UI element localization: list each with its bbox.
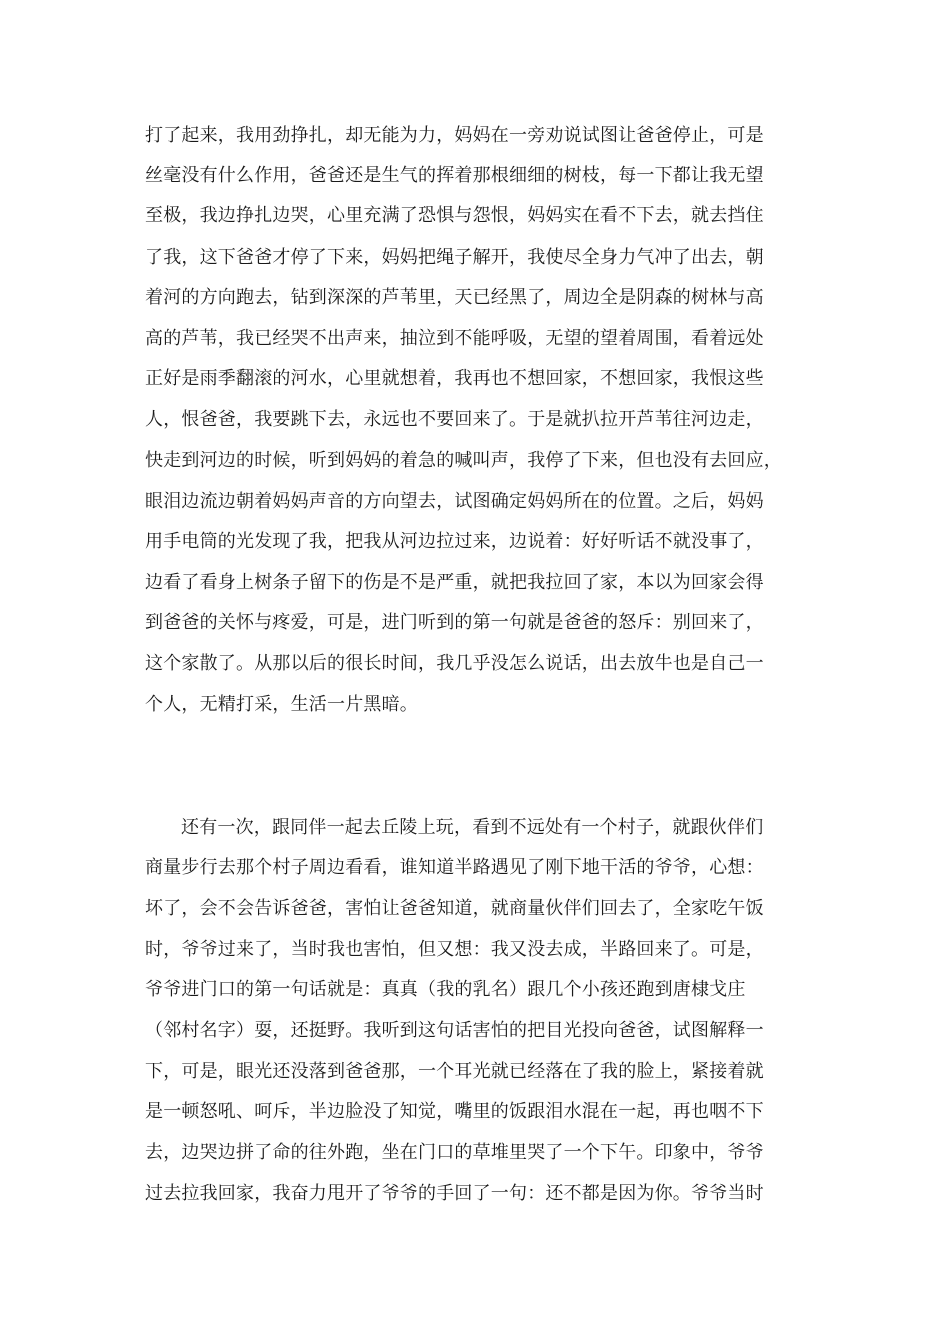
text-line: 至极，我边挣扎边哭，心里充满了恐惧与怨恨，妈妈实在看不下去，就去挡住 <box>145 205 764 226</box>
text-line: （邻村名字）耍，还挺野。我听到这句话害怕的把目光投向爸爸，试图解释一 <box>145 1020 764 1041</box>
text-line: 下，可是，眼光还没落到爸爸那，一个耳光就已经落在了我的脸上，紧接着就 <box>145 1061 764 1082</box>
text-line: 丝毫没有什么作用，爸爸还是生气的挥着那根细细的树枝，每一下都让我无望 <box>145 165 764 186</box>
text-line: 个人，无精打采，生活一片黑暗。 <box>145 694 418 715</box>
text-line: 过去拉我回家，我奋力甩开了爷爷的手回了一句：还不都是因为你。爷爷当时 <box>145 1183 764 1204</box>
text-line: 了我，这下爸爸才停了下来，妈妈把绳子解开，我使尽全身力气冲了出去，朝 <box>145 247 764 268</box>
text-line: 去，边哭边拼了命的往外跑，坐在门口的草堆里哭了一个下午。印象中，爷爷 <box>145 1142 764 1163</box>
text-line: 坏了，会不会告诉爸爸，害怕让爸爸知道，就商量伙伴们回去了，全家吃午饭 <box>145 898 764 919</box>
text-line: 是一顿怒吼、呵斥，半边脸没了知觉，嘴里的饭跟泪水混在一起，再也咽不下 <box>145 1101 764 1122</box>
text-line: 商量步行去那个村子周边看看，谁知道半路遇见了刚下地干活的爷爷，心想： <box>145 857 764 878</box>
text-line: 这个家散了。从那以后的很长时间，我几乎没怎么说话，出去放牛也是自己一 <box>145 653 764 674</box>
text-line: 时，爷爷过来了，当时我也害怕，但又想：我又没去成，半路回来了。可是， <box>145 939 764 960</box>
text-line: 正好是雨季翻滚的河水，心里就想着，我再也不想回家，不想回家，我恨这些 <box>145 368 764 389</box>
text-line: 高的芦苇，我已经哭不出声来，抽泣到不能呼吸，无望的望着周围，看着远处 <box>145 328 764 349</box>
text-line: 还有一次，跟同伴一起去丘陵上玩，看到不远处有一个村子，就跟伙伴们 <box>181 817 764 838</box>
text-line: 打了起来，我用劲挣扎，却无能为力，妈妈在一旁劝说试图让爸爸停止，可是 <box>145 125 764 146</box>
text-line: 人，恨爸爸，我要跳下去，永远也不要回来了。于是就扒拉开芦苇往河边走， <box>145 409 764 430</box>
text-line: 眼泪边流边朝着妈妈声音的方向望去，试图确定妈妈所在的位置。之后，妈妈 <box>145 491 764 512</box>
text-line: 爷爷进门口的第一句话就是：真真（我的乳名）跟几个小孩还跑到唐棣戈庄 <box>145 979 746 1000</box>
text-line: 着河的方向跑去，钻到深深的芦苇里，天已经黑了，周边全是阴森的树林与高 <box>145 287 764 308</box>
text-line: 用手电筒的光发现了我，把我从河边拉过来，边说着：好好听话不就没事了， <box>145 531 764 552</box>
text-line: 边看了看身上树条子留下的伤是不是严重，就把我拉回了家，本以为回家会得 <box>145 572 764 593</box>
text-line: 快走到河边的时候，听到妈妈的着急的喊叫声，我停了下来，但也没有去回应， <box>145 450 782 471</box>
text-line: 到爸爸的关怀与疼爱，可是，进门听到的第一句就是爸爸的怒斥：别回来了， <box>145 612 764 633</box>
